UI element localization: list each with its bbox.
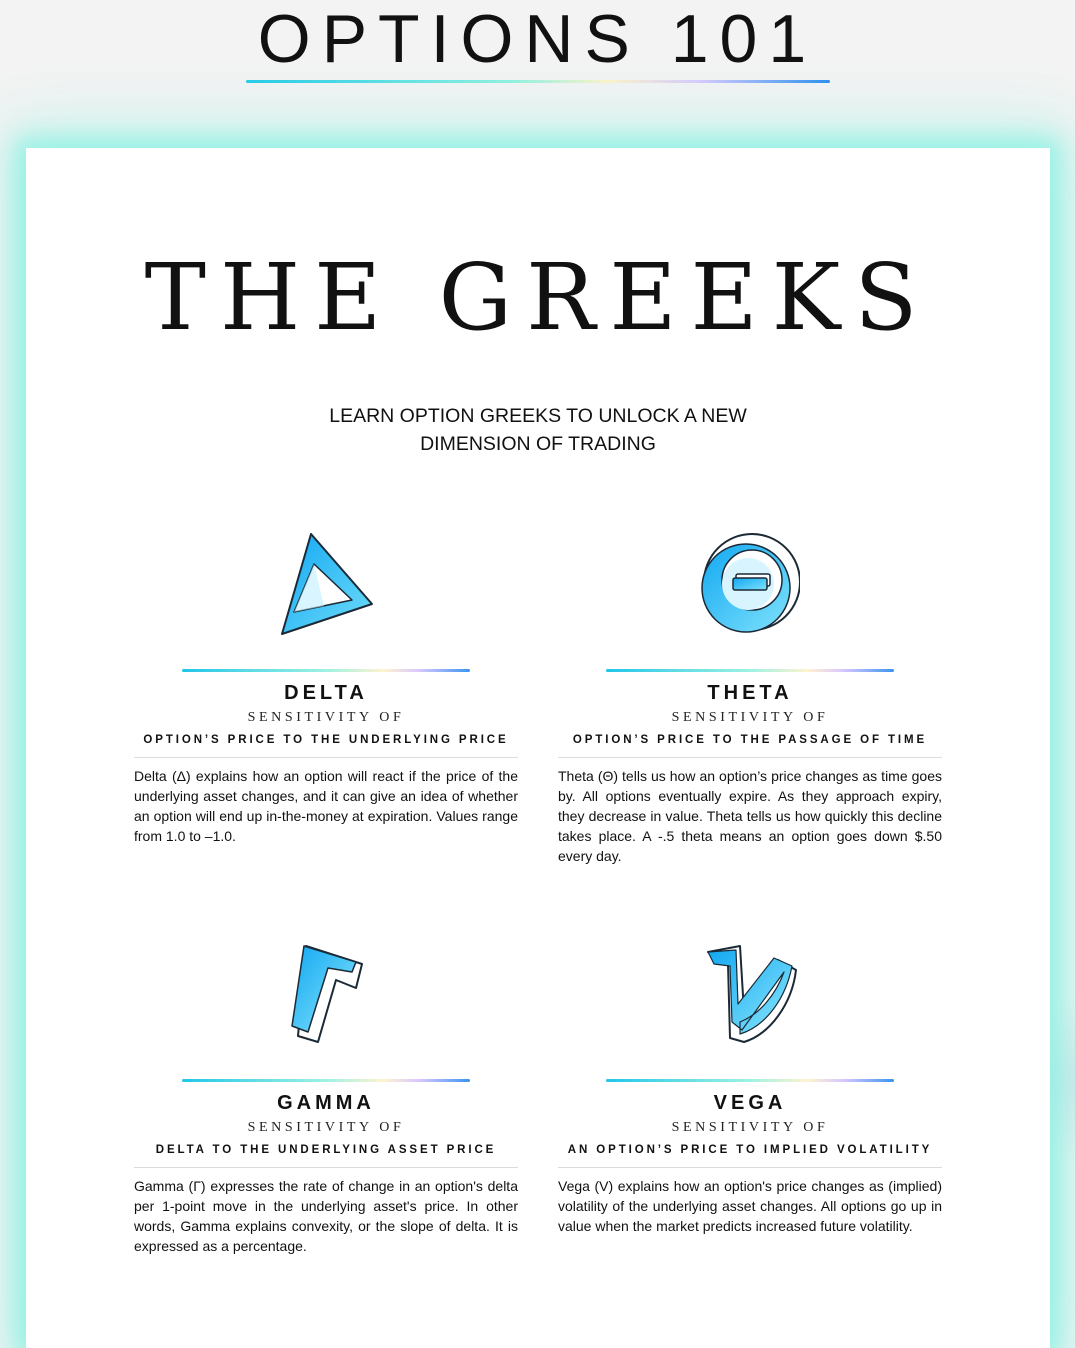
vega-sensitivity-label: SENSITIVITY OF: [671, 1120, 829, 1135]
greeks-heading: THE GREEKS: [144, 244, 932, 351]
vega-description: Vega (V) explains how an option's price changes as (implied) volatility of the underlying asset changes. All options go up in value when the market predicts increased future volatility.: [558, 1178, 942, 1234]
gamma-description: Gamma (Γ) expresses the rate of change in an option's delta per 1-point move in the underlying asset's price. In other words, Gamma explains convexity, or the slope of delta. It is expressed as a percentage.: [134, 1178, 518, 1254]
vega-name: VEGA: [713, 1092, 787, 1114]
delta-sensitivity-label: SENSITIVITY OF: [247, 710, 405, 725]
theta-description: Theta (Θ) tells us how an option’s price changes as time goes by. All options eventually expire. As they approach expiry, they decrease in value. Theta tells us how quickly this decline takes place. A -.5 theta means an option goes down $.50 every day.: [558, 768, 942, 864]
gamma-descriptor: DELTA TO THE UNDERLYING ASSET PRICE: [155, 1144, 497, 1156]
delta-name: DELTA: [284, 682, 368, 704]
vega-divider: [558, 1167, 942, 1168]
greeks-card: [26, 148, 1050, 1348]
delta-divider: [134, 757, 518, 758]
delta-accent-line: [182, 669, 470, 672]
vega-descriptor: AN OPTION’S PRICE TO IMPLIED VOLATILITY: [567, 1144, 933, 1156]
vega-accent-line: [606, 1079, 894, 1082]
theta-accent-line: [606, 669, 894, 672]
theta-sensitivity-label: SENSITIVITY OF: [671, 710, 829, 725]
gamma-accent-line: [182, 1079, 470, 1082]
gamma-divider: [134, 1167, 518, 1168]
theta-descriptor: OPTION’S PRICE TO THE PASSAGE OF TIME: [572, 734, 928, 746]
page-title: OPTIONS 101: [257, 1, 818, 77]
title-underline: [246, 80, 830, 83]
theta-divider: [558, 757, 942, 758]
gamma-name: GAMMA: [277, 1092, 375, 1114]
page-header: [0, 0, 1075, 100]
vega-symbol-icon: [700, 942, 800, 1058]
theta-name: THETA: [707, 682, 793, 704]
delta-description: Delta (Δ) explains how an option will react if the price of the underlying asset changes, and it can give an idea of whether an option will end up in-the-money at expiration. Values range from 1.0 to –1.0.: [134, 768, 518, 844]
delta-symbol-icon: [276, 532, 376, 648]
sparkle-decoration: [1049, 960, 1075, 1200]
gamma-sensitivity-label: SENSITIVITY OF: [247, 1120, 405, 1135]
delta-descriptor: OPTION’S PRICE TO THE UNDERLYING PRICE: [143, 734, 509, 746]
theta-symbol-icon: [700, 532, 800, 648]
greeks-subtitle: LEARN OPTION GREEKS TO UNLOCK A NEW DIMENSION OF TRADING: [329, 405, 747, 455]
gamma-symbol-icon: [276, 942, 376, 1058]
